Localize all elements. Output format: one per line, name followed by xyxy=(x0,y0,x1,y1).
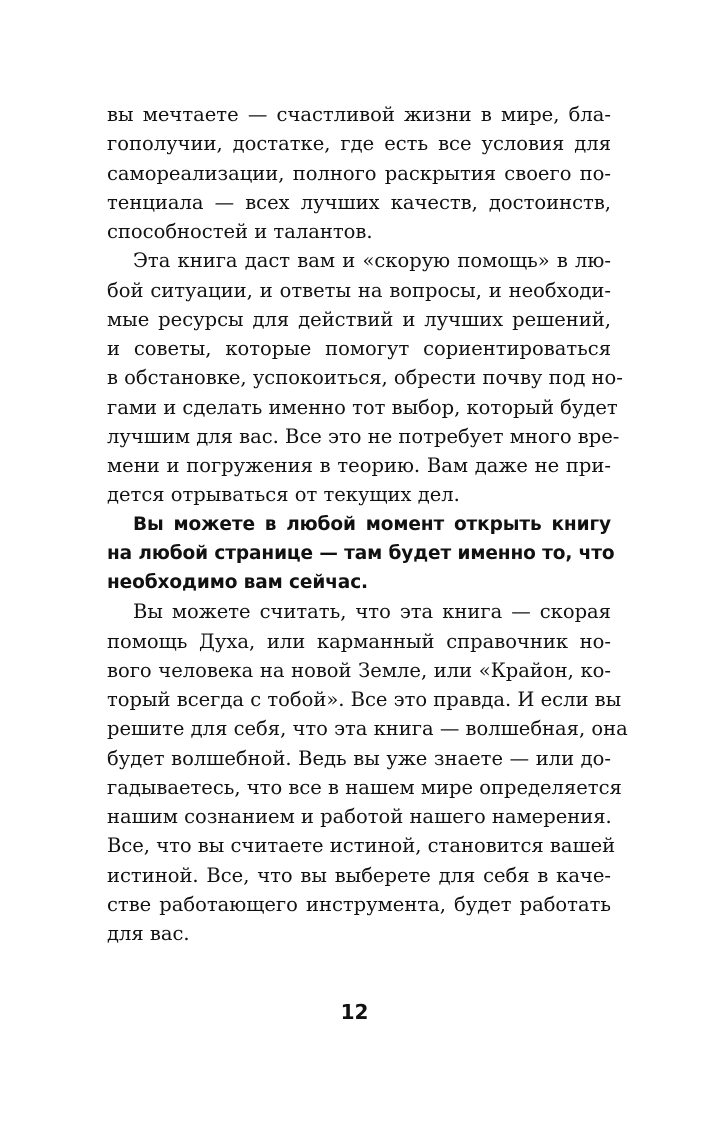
text-line: гами и сделать именно тот выбор, который будет xyxy=(107,395,618,419)
text-line: мые ресурсы для действий и лучших решений, xyxy=(107,307,611,331)
text-line: помощь Духа, или карманный справочник но- xyxy=(107,629,611,653)
paragraph xyxy=(107,246,623,509)
text-line: бой ситуации, и ответы на вопросы, и необходи- xyxy=(107,278,611,302)
text-line: лучшим для вас. Все это не потребует много вре- xyxy=(107,424,620,448)
paragraph xyxy=(107,510,615,598)
text-line: для вас. xyxy=(107,922,190,945)
text-line: самореализации, полного раскрытия своего по- xyxy=(107,161,611,185)
text-line: в обстановке, успокоиться, обрести почву под но- xyxy=(107,366,623,390)
text-line: Все, что вы считаете истиной, становится вашей xyxy=(107,834,616,858)
text-line: и советы, которые помогут сориентироваться xyxy=(107,337,611,360)
text-line: вы мечтаете — счастливой жизни в мире, бла- xyxy=(107,103,611,126)
page-number: 12 xyxy=(340,1000,369,1024)
text-line: торый всегда с тобой». Все это правда. И если вы xyxy=(107,688,622,711)
text-line: стве работающего инструмента, будет работать xyxy=(107,892,611,916)
text-line: Вы можете в любой момент открыть книгу xyxy=(133,513,611,535)
text-line: истиной. Все, что вы выберете для себя в каче- xyxy=(107,863,611,887)
text-line: Эта книга даст вам и «скорую помощь» в лю- xyxy=(133,249,611,273)
text-line: решите для себя, что эта книга — волшебная, она xyxy=(107,717,628,741)
paragraph xyxy=(107,100,611,246)
text-line: дется отрываться от текущих дел. xyxy=(107,483,460,507)
text-line: Вы можете считать, что эта книга — скорая xyxy=(133,600,611,624)
text-line: гадываетесь, что все в нашем мире определяется xyxy=(107,775,622,799)
paragraph xyxy=(107,597,628,948)
text-line: нашим сознанием и работой нашего намерения. xyxy=(107,805,612,828)
text-line: гополучии, достатке, где есть все условия для xyxy=(107,132,611,156)
text-line: вого человека на новой Земле, или «Крайон, ко- xyxy=(107,658,611,682)
text-line: мени и погружения в теорию. Вам даже не при- xyxy=(107,454,611,477)
text-line: на любой странице — там будет именно то, что xyxy=(107,542,615,564)
text-line: будет волшебной. Ведь вы уже знаете — или до- xyxy=(107,746,611,770)
body-text xyxy=(107,100,628,948)
text-line: способностей и талантов. xyxy=(107,220,373,243)
text-line: тенциала — всех лучших качеств, достоинств, xyxy=(107,190,611,214)
text-line: необходимо вам сейчас. xyxy=(107,572,368,593)
